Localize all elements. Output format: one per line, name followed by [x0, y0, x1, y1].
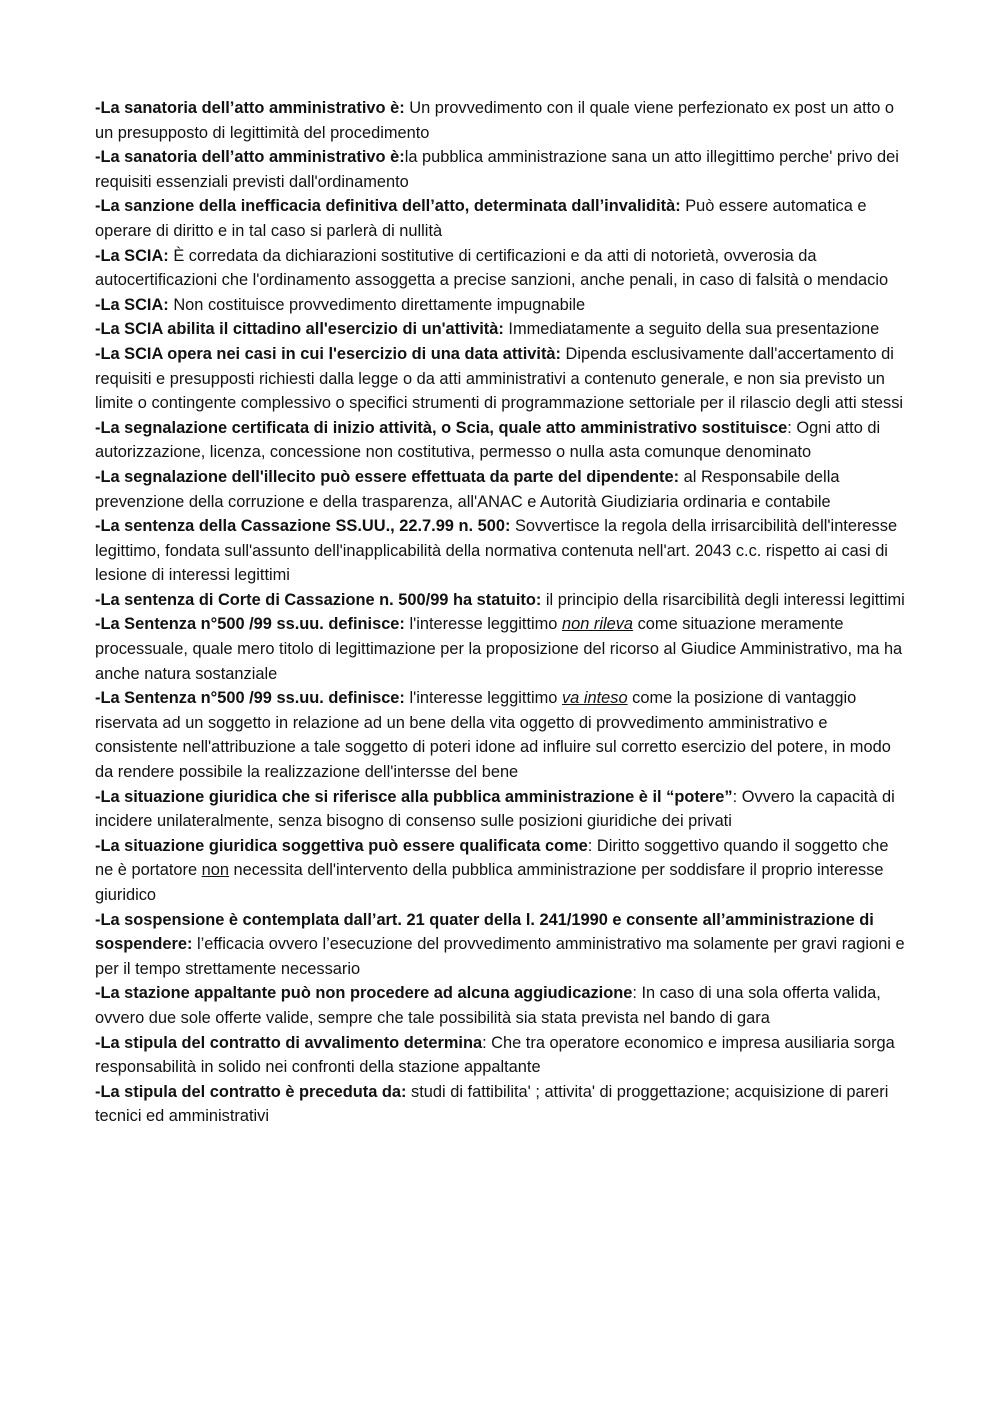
- entry-definition: come situazione meramente processuale, quale mero titolo di legittimazione per la proposizione del ricorso al Giudice Amministrativo, ma ha anche natura sostanziale: [95, 615, 903, 683]
- entry-paragraph: [95, 686, 907, 784]
- entry-definition: È corredata da dichiarazioni sostitutive di certificazioni e da atti di notorietà, ovverosia da autocertificazioni che l'ordinamento assoggetta a precise sanzioni, anche penali, in caso di falsità o mendacio: [95, 246, 889, 290]
- entry-definition: Immediatamente a seguito della sua presentazione: [503, 320, 880, 339]
- entry-paragraph: [95, 317, 907, 342]
- entry-term: -La Sentenza n°500 /99 ss.uu. definisce:: [95, 615, 405, 634]
- entry-definition: : In caso di una sola offerta valida, ovvero due sole offerte valide, sempre che tale possibilità sia stata prevista nel bando di gara: [95, 984, 881, 1027]
- entry-paragraph: [95, 342, 907, 416]
- entry-definition: Un provvedimento con il quale viene perfezionato ex post un atto o un presupposto di legittimità del procedimento: [95, 99, 894, 142]
- entry-paragraph: [95, 145, 907, 194]
- entry-term: -La SCIA abilita il cittadino all'esercizio di un'attività:: [95, 320, 504, 339]
- entry-paragraph: [95, 293, 907, 318]
- entry-definition: necessita dell'intervento della pubblica amministrazione per soddisfare il proprio interesse giuridico: [95, 861, 884, 904]
- entry-term: -La sentenza di Corte di Cassazione n. 500/99 ha statuito:: [95, 590, 542, 609]
- entry-term: -La sanatoria dell’atto amministrativo è:: [95, 99, 405, 117]
- entry-paragraph: [95, 1080, 907, 1129]
- entry-definition: : Che tra operatore economico e impresa ausiliaria sorga responsabilità in solido nei confronti della stazione appaltante: [95, 1033, 895, 1077]
- entry-term: -La situazione giuridica che si riferisce alla pubblica amministrazione è il “potere”: [95, 787, 733, 806]
- entry-paragraph: [95, 194, 907, 243]
- document-body: [95, 96, 907, 1129]
- entry-definition: l’efficacia ovvero l’esecuzione del provvedimento amministrativo ma solamente per gravi ragioni e per il tempo strettamente necessario: [95, 935, 905, 978]
- entry-definition: Dipenda esclusivamente dall'accertamento di requisiti e presupposti richiesti dalla legge o da atti amministrativi a contenuto generale, e non sia previsto un limite o contingente complessivo o specifici strumenti di programmazione settoriale per il rilascio degli atti stessi: [95, 344, 904, 413]
- entry-term: -La stipula del contratto è preceduta da:: [95, 1082, 407, 1101]
- entry-definition: Può essere automatica e operare di diritto e in tal caso si parlerà di nullità: [95, 197, 867, 240]
- entry-paragraph: [95, 1031, 907, 1080]
- entry-term: -La segnalazione certificata di inizio attività, o Scia, quale atto amministrativo sostituisce: [95, 418, 788, 437]
- entry-term: -La sanzione della inefficacia definitiva dell’atto, determinata dall’invalidità:: [95, 197, 681, 216]
- entry-paragraph: [95, 785, 907, 834]
- entry-definition: come la posizione di vantaggio riservata ad un soggetto in relazione ad un bene della vita oggetto di provvedimento amministrativo e consistente nell'attribuzione a tale soggetto di poteri idone ad influire sul corretto esercizio del potere, in modo da rendere possibile la realizzazione dell'intersse del bene: [95, 689, 891, 782]
- entry-definition: l'interesse leggittimo: [404, 689, 562, 708]
- entry-paragraph: [95, 416, 907, 465]
- entry-term: -La sentenza della Cassazione SS.UU., 22.7.99 n. 500:: [95, 517, 511, 536]
- underlined-phrase: [562, 615, 633, 633]
- entry-paragraph: [95, 981, 907, 1030]
- entry-paragraph: [95, 96, 907, 145]
- entry-paragraph: [95, 834, 907, 908]
- entry-definition: Sovvertisce la regola della irrisarcibilità dell'interesse legittimo, fondata sull'assunto dell'inapplicabilità della normativa contenuta nell'art. 2043 c.c. rispetto ai casi di lesione di interessi legittimi: [95, 517, 898, 585]
- entry-definition: al Responsabile della prevenzione della corruzione e della trasparenza, all'ANAC e Autorità Giudiziaria ordinaria e contabile: [95, 467, 840, 511]
- entry-definition: il principio della risarcibilità degli interessi legittimi: [541, 590, 905, 609]
- underlined-phrase: [562, 689, 628, 707]
- entry-definition: : Ovvero la capacità di incidere unilateralmente, senza bisogno di consenso sulle posizioni giuridiche dei privati: [95, 787, 895, 831]
- underlined-word: non: [201, 861, 229, 880]
- entry-term: -La SCIA:: [95, 246, 169, 265]
- entry-term: -La Sentenza n°500 /99 ss.uu. definisce:: [95, 689, 405, 708]
- entry-term: -La sanatoria dell’atto amministrativo è:: [95, 148, 405, 167]
- entry-paragraph: [95, 588, 907, 613]
- entry-paragraph: [95, 612, 907, 686]
- entry-paragraph: [95, 908, 907, 982]
- entry-paragraph: [95, 514, 907, 588]
- entry-term: -La sospensione è contemplata dall’art. 21 quater della l. 241/1990 e consente all’amministrazione di sospendere:: [95, 910, 874, 954]
- emphasized-phrase: va inteso: [561, 689, 628, 708]
- entry-term: -La stipula del contratto di avvalimento determina: [95, 1033, 483, 1052]
- entry-definition: : Ogni atto di autorizzazione, licenza, concessione non costitutiva, permesso o nulla asta comunque denominato: [95, 418, 881, 462]
- entry-paragraph: [95, 465, 907, 514]
- entry-term: -La stazione appaltante può non procedere ad alcuna aggiudicazione: [95, 984, 633, 1003]
- entry-term: -La SCIA:: [95, 295, 169, 314]
- entry-paragraph: [95, 244, 907, 293]
- entry-term: -La situazione giuridica soggettiva può essere qualificata come: [95, 836, 588, 855]
- entry-term: -La SCIA opera nei casi in cui l'esercizio di una data attività:: [95, 344, 561, 363]
- entry-term: -La segnalazione dell'illecito può essere effettuata da parte del dipendente:: [95, 467, 680, 486]
- entry-definition: studi di fattibilita' ; attivita' di proggettazione; acquisizione di pareri tecnici ed amministrativi: [95, 1082, 889, 1126]
- entry-definition: l'interesse leggittimo: [404, 615, 562, 634]
- entry-definition: Non costituisce provvedimento direttamente impugnabile: [168, 295, 586, 314]
- entry-definition: la pubblica amministrazione sana un atto illegittimo perche' privo dei requisiti essenziali previsti dall'ordinamento: [95, 148, 899, 191]
- emphasized-phrase: non rileva: [561, 615, 634, 634]
- entry-definition: : Diritto soggettivo quando il soggetto che ne è portatore: [95, 836, 889, 880]
